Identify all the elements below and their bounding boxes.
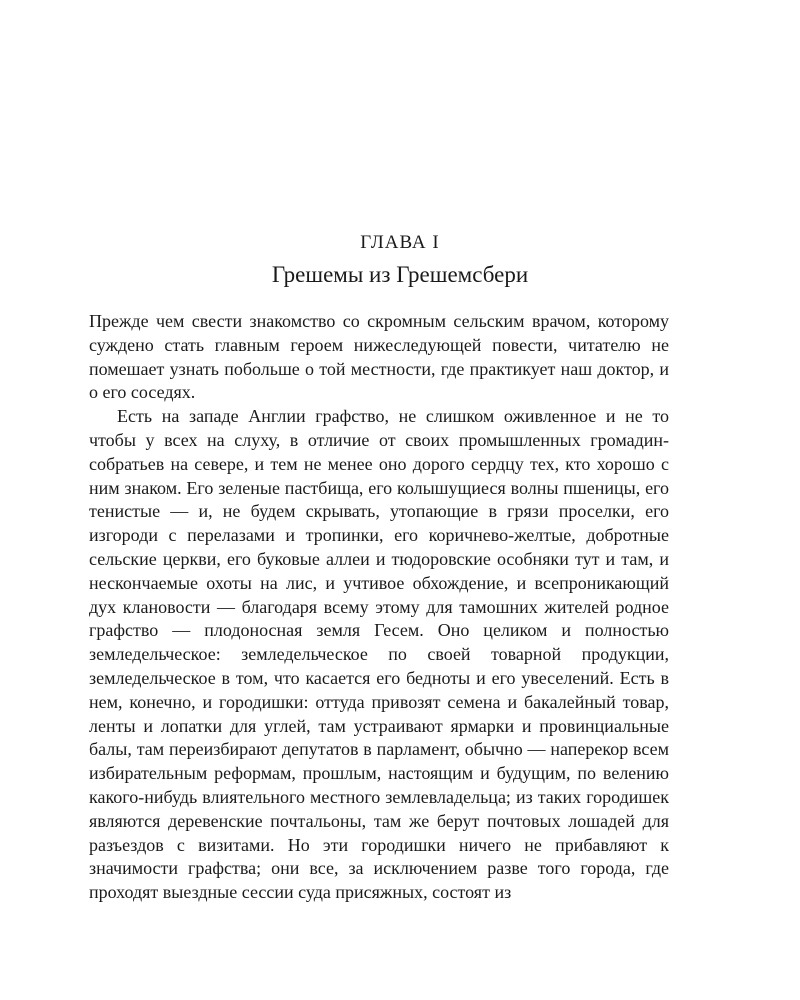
chapter-title: Грешемы из Грешемсбери: [271, 262, 529, 287]
paragraph-2: Есть на западе Англии графство, не слишком оживленное и не то чтобы у всех на слуху, в отличие от своих промышленных громадин-собратьев на севере, и тем не менее оно дорого сердцу тех, кто хорошо с ним знаком. Его зеленые пастбища, его колышущиеся волны пшеницы, его тенистые — и, не будем скрывать, утопающие в грязи проселки, его изгороди с перелазами и тропинки, его коричнево-желтые, добротные сельские церкви, его буковые аллеи и тюдоровские особняки тут и там, и нескончаемые охоты на лис, и учтивое обхождение, и всепроникающий дух клановости — благодаря всему этому для тамошних жителей родное графство — плодоносная земля Гесем. Оно целиком и полностью земледельческое: земледельческое по своей товарной продукции, земледельческое в том, что касается его бедноты и его увеселений. Есть в нем, конечно, и городишки: оттуда привозят семена и бакалейный товар, ленты и лопатки для углей, там устраивают ярмарки и провинциальные балы, там переизбирают депутатов в парламент, обычно — наперекор всем избирательным реформам, прошлым, настоящим и будущим, по велению какого-нибудь влиятельного местного землевладельца; из таких городишек являются деревенские почтальоны, там же берут почтовых лошадей для разъездов с визитами. Но эти городишки ничего не прибавляют к значимости графства; они все, за исключением разве того города, где проходят выездные сессии суда присяжных, состоят из: [89, 406, 669, 903]
chapter-number: ГЛАВА I: [360, 232, 440, 253]
paragraph-1: Прежде чем свести знакомство со скромным сельским врачом, которому суждено стать главным героем нижеследующей повести, читателю не помешает узнать побольше о той местности, где практикует наш доктор, и о его соседях.: [89, 311, 669, 403]
body-text: [89, 310, 669, 905]
